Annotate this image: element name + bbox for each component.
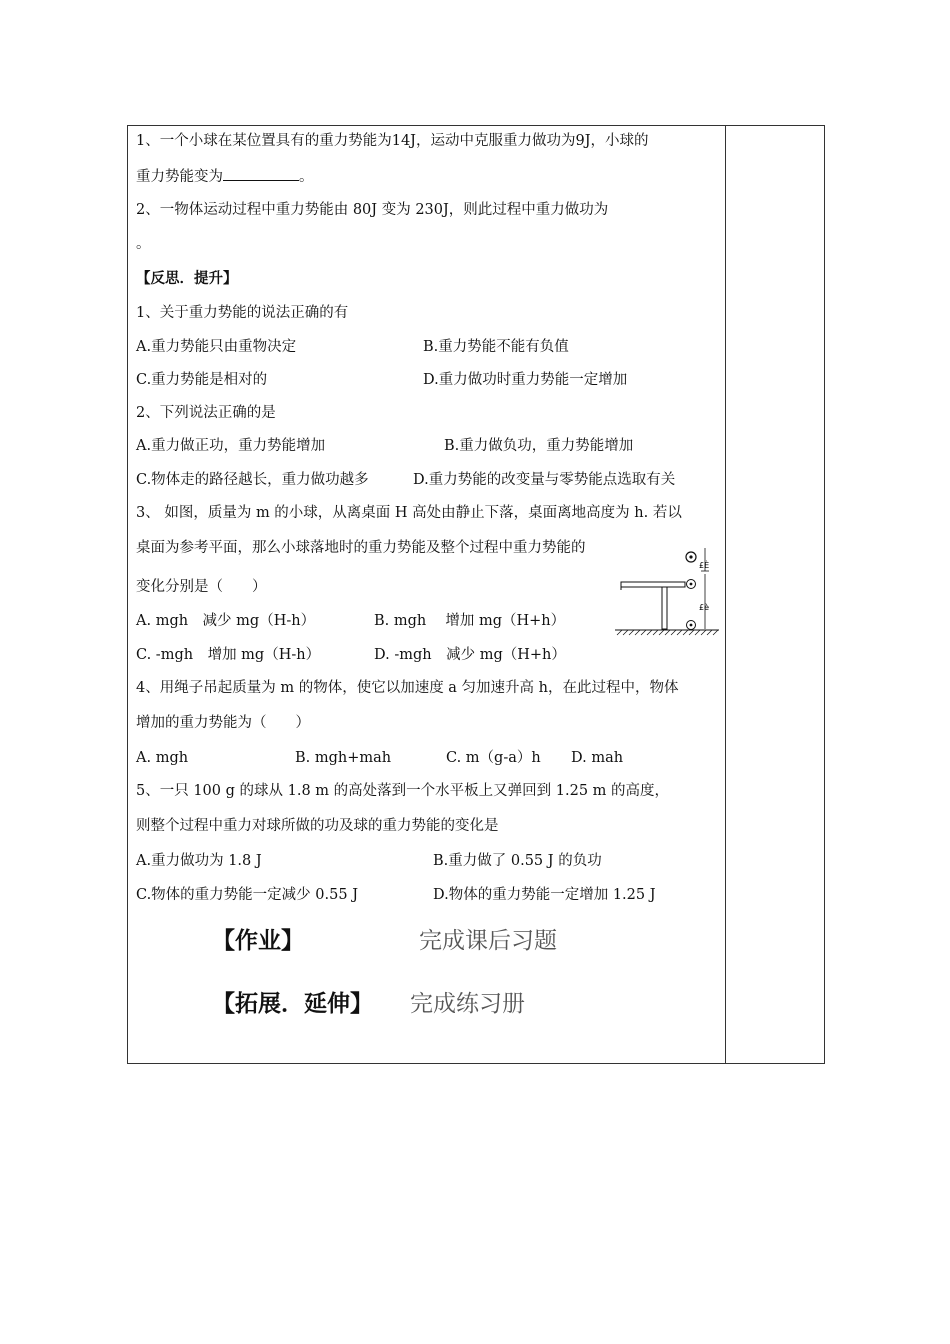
q2-option-c: C.物体走的路径越长，重力做功越多 (136, 472, 369, 488)
table-top (621, 582, 685, 587)
q3-option-d: D. -mgh 减少 mg（H+h） (374, 647, 566, 663)
column-divider (725, 126, 726, 1063)
worksheet-table (127, 125, 825, 1064)
q1-option-a: A.重力势能只由重物决定 (136, 339, 297, 355)
q4-stem-line-2: 增加的重力势能为（ ） (136, 715, 310, 731)
q3-stem-line-2: 桌面为参考平面，那么小球落地时的重力势能及整个过程中重力势能的 (136, 540, 586, 556)
q5-option-a: A.重力做功为 1.8 J (136, 853, 262, 869)
falling-ball-figure (615, 544, 723, 638)
q2-stem: 2、下列说法正确的是 (136, 405, 276, 421)
q3-option-b: B. mgh 增加 mg（H+h） (374, 613, 566, 629)
q2-option-d: D.重力势能的改变量与零势能点选取有关 (413, 472, 676, 488)
q3-stem-line-1: 3、 如图，质量为 m 的小球，从离桌面 H 高处由静止下落，桌面离地高度为 h. 若以 (136, 505, 682, 521)
q1-option-d: D.重力做功时重力势能一定增加 (423, 372, 628, 388)
q5-option-c: C.物体的重力势能一定减少 0.55 J (136, 887, 359, 903)
prev-question-2-line-2: 。 (136, 236, 151, 252)
q3-stem-line-3: 变化分别是（ ） (136, 579, 267, 595)
q4-option-d: D. mah (571, 750, 624, 766)
height-label-top: £È (699, 561, 710, 570)
ball-top-icon (686, 552, 696, 562)
q5-stem-line-1: 5、一只 100 g 的球从 1.8 m 的高处落到一个水平板上又弹回到 1.25 m 的高度， (136, 783, 670, 799)
q4-option-b: B. mgh+mah (295, 750, 392, 766)
ball-middle-icon (687, 580, 696, 589)
homework-label: 【作业】 (212, 928, 304, 954)
q5-stem-line-2: 则整个过程中重力对球所做的功及球的重力势能的变化是 (136, 818, 499, 834)
ball-ground-icon (687, 621, 696, 630)
height-label-bottom: £è (699, 603, 710, 612)
q4-stem-line-1: 4、用绳子吊起质量为 m 的物体，使它以加速度 a 匀加速升高 h，在此过程中，物体 (136, 680, 679, 696)
q2-option-b: B.重力做负功，重力势能增加 (444, 438, 634, 454)
q4-option-a: A. mgh (136, 750, 189, 766)
q1-option-c: C.重力势能是相对的 (136, 372, 268, 388)
ground-hatch (617, 630, 718, 635)
answer-blank (223, 166, 299, 181)
section-reflect-heading: 【反思．提升】 (136, 271, 238, 287)
prev-question-1-line-2 (136, 166, 314, 186)
q5-option-d: D.物体的重力势能一定增加 1.25 J (433, 887, 656, 903)
prev-question-1-end: 。 (299, 169, 314, 185)
q3-option-a: A. mgh 减少 mg（H-h） (136, 613, 316, 629)
prev-question-1-line-1: 1、一个小球在某位置具有的重力势能为14J，运动中克服重力做功为9J，小球的 (136, 133, 649, 149)
extend-label: 【拓展．延伸】 (212, 991, 373, 1017)
prev-question-1-text: 重力势能变为 (136, 169, 223, 185)
q2-option-a: A.重力做正功，重力势能增加 (136, 438, 326, 454)
q4-option-c: C. m（g-a）h (446, 750, 541, 766)
prev-question-2-line-1: 2、一物体运动过程中重力势能由 80J 变为 230J，则此过程中重力做功为 (136, 202, 609, 218)
q1-option-b: B.重力势能不能有负值 (423, 339, 569, 355)
extend-text: 完成练习册 (410, 991, 525, 1017)
q1-stem: 1、关于重力势能的说法正确的有 (136, 305, 349, 321)
homework-text: 完成课后习题 (419, 928, 557, 954)
q5-option-b: B.重力做了 0.55 J 的负功 (433, 853, 602, 869)
q3-option-c: C. -mgh 增加 mg（H-h） (136, 647, 321, 663)
table-leg (662, 587, 667, 629)
